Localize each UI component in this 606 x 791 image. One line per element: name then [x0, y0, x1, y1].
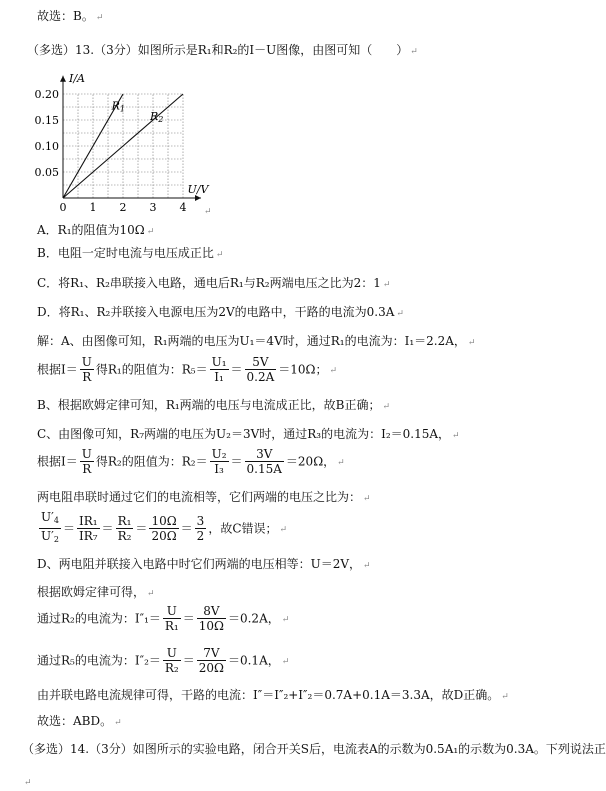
solution-r2-formula: 根据I＝ $\frac{U}{R}$ 得R₂的阻值为：R₂＝ $\frac{\text{U₂}}{\text{I₃}}$ ＝ $\frac{3V}{0.15A}$ ＝20Ω， ↵: [37, 447, 345, 476]
series-label-r2: R2: [150, 110, 164, 124]
x-tick-label: 3: [149, 201, 157, 214]
iu-graph: [30, 58, 230, 217]
fraction: $\frac{U}{R}$: [81, 447, 92, 476]
fraction: $\frac{U}{\text{R₂}}$: [164, 646, 179, 675]
question-13-stem: （多选）13.（3分）如图所示是R₁和R₂的I－U图像，由图可知（ ） ↵: [27, 43, 418, 57]
fraction: $\frac{U'_4}{U'_2}$: [41, 510, 59, 544]
option-d: D．将R₁、R₂并联接入电源电压为2V的电路中，干路的电流为0.3A ↵: [37, 305, 404, 319]
solution-c: C、由图像可知，R₇两端的电压为U₂＝3V时，通过R₃的电流为：I₂＝0.15A， ↵: [37, 427, 460, 441]
voltage-ratio-chain: $\frac{U'_4}{U'_2}$ ＝ $\frac{\text{IR₁}}{\text{IR₇}}$ ＝ $\frac{\text{R₁}}{\text{R₂}}$ ＝ $\frac{10\Omega}{20\Omega}$ ＝ $\frac{3}{2}$ ，故C错误； ↵: [37, 510, 287, 547]
answer-abd: 故选：ABD。 ↵: [37, 714, 122, 728]
y-axis-label: I/A: [69, 71, 85, 85]
ohm-law-note: 根据欧姆定律可得， ↵: [37, 585, 155, 599]
fraction: $\frac{\text{U₂}}{\text{I₃}}$: [211, 447, 227, 476]
page-end-mark: ↵: [24, 778, 32, 788]
fraction: $\frac{\text{IR₁}}{\text{IR₇}}$: [78, 514, 98, 543]
question-14-stem: （多选）14.（3分）如图所示的实验电路，闭合开关S后，电流表A的示数为0.5A₁的示数为0.3A。下列说法正: [22, 742, 606, 756]
option-a: A．R₁的阻值为10Ω ↵: [37, 223, 155, 237]
fraction: $\frac{3}{2}$: [196, 514, 205, 543]
fraction: $\frac{\text{U₁}}{\text{I₁}}$: [211, 355, 227, 384]
fraction: $\frac{8V}{10\Omega}$: [198, 604, 224, 633]
option-b: B．电阻一定时电流与电压成正比 ↵: [37, 246, 224, 260]
x-axis-label: U/V: [187, 183, 209, 196]
fraction: $\frac{U}{R}$: [81, 355, 92, 384]
series-label-r1: R1: [111, 99, 125, 114]
solution-r1-formula: 根据I＝ $\frac{U}{R}$ 得R₁的阻值为：R₅＝ $\frac{\text{U₁}}{\text{I₁}}$ ＝ $\frac{5V}{0.2A}$ ＝10Ω； ↵: [37, 355, 338, 384]
fraction: $\frac{7V}{20\Omega}$: [198, 646, 224, 675]
line-answer-b: 故选：B。 ↵: [37, 9, 104, 23]
y-tick-label: 0.10: [34, 140, 59, 153]
solution-a: 解：A、由图像可知，R₁两端的电压为U₁＝4V时，通过R₁的电流为：I₁＝2.2A， ↵: [37, 334, 476, 348]
series-label-r1-sub: 1: [119, 104, 125, 114]
x-tick-label: 2: [119, 201, 127, 214]
current-r2-formula: 通过R₂的电流为：I″₁＝ $\frac{U}{\text{R₁}}$ ＝ $\frac{8V}{10\Omega}$ ＝0.2A， ↵: [37, 604, 290, 633]
y-tick-label: 0.15: [34, 114, 59, 127]
fraction: $\frac{3V}{0.15A}$: [246, 447, 282, 476]
fraction: $\frac{10\Omega}{20\Omega}$: [151, 514, 177, 543]
fraction: $\frac{\text{R₁}}{\text{R₂}}$: [117, 514, 132, 543]
y-tick-label: 0.20: [34, 88, 59, 101]
series-label-r2-sub: 2: [158, 115, 164, 124]
y-tick-label: 0.05: [34, 166, 59, 179]
x-tick-label: 1: [89, 201, 97, 214]
solution-d: D、两电阻并联接入电路中时它们两端的电压相等：U＝2V， ↵: [37, 557, 371, 571]
x-tick-label: 4: [179, 201, 187, 214]
x-tick-label: 0: [59, 201, 67, 214]
chart-para-mark: ↵: [204, 207, 212, 217]
current-r5-formula: 通过R₅的电流为：I″₂＝ $\frac{U}{\text{R₂}}$ ＝ $\frac{7V}{20\Omega}$ ＝0.1A， ↵: [37, 646, 290, 675]
series-voltage-ratio-intro: 两电阻串联时通过它们的电流相等，它们两端的电压之比为： ↵: [37, 490, 371, 504]
fraction: $\frac{5V}{0.2A}$: [246, 355, 275, 384]
parallel-current-sum: 由并联电路电流规律可得，干路的电流：I″＝I″₂+I″₂＝0.7A+0.1A＝3.3A，故D正确。 ↵: [37, 688, 509, 702]
y-axis-arrow: [60, 76, 66, 82]
solution-b: B、根据欧姆定律可知，R₁两端的电压与电流成正比，故B正确； ↵: [37, 398, 391, 412]
fraction: $\frac{U}{\text{R₁}}$: [164, 604, 179, 633]
option-c: C．将R₁、R₂串联接入电路，通电后R₁与R₂两端电压之比为2：1 ↵: [37, 276, 391, 290]
graph-labels: [35, 72, 212, 217]
